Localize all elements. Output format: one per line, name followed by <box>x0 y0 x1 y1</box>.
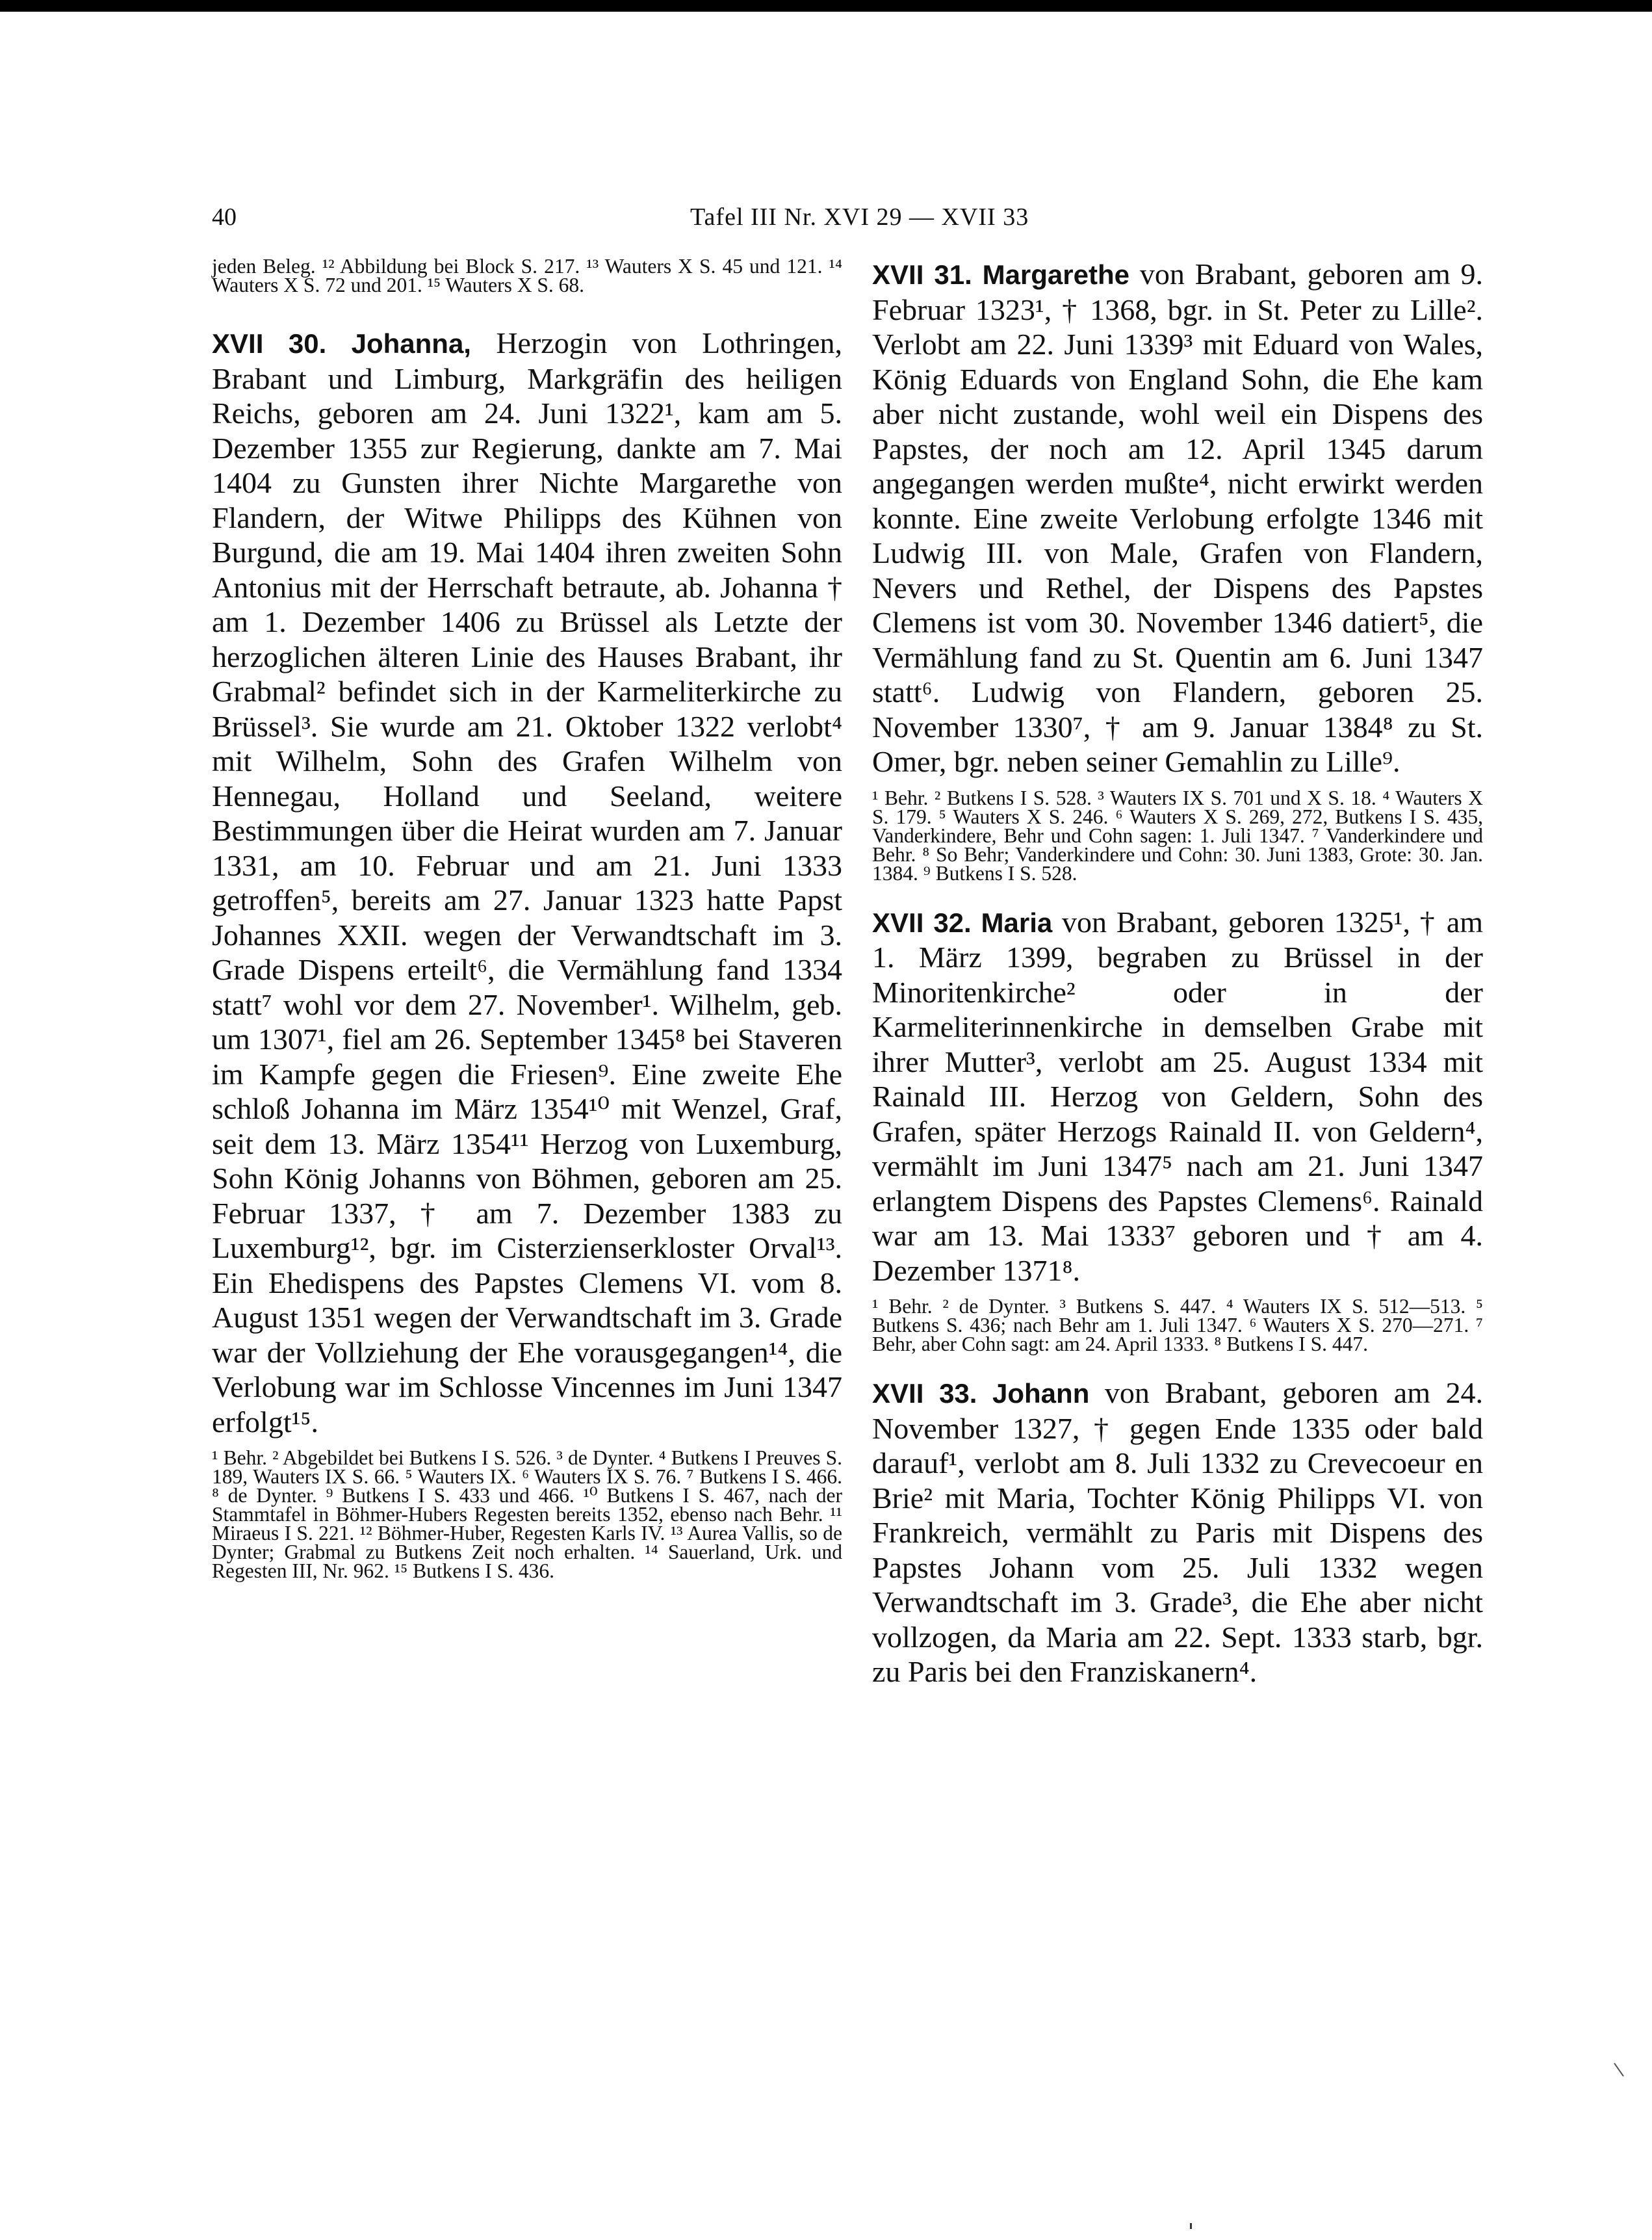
entry-xvii-32 <box>872 905 1483 1354</box>
entry-name: Johann <box>992 1378 1090 1409</box>
left-column <box>212 257 842 1580</box>
entry-xvii-30 <box>212 326 842 1580</box>
running-head: Tafel III Nr. XVI 29 — XVII 33 <box>690 203 1029 231</box>
entry-xvii-31 <box>872 257 1483 883</box>
entry-number: XVII 31. <box>872 259 972 290</box>
entry-body: von Brabant, geboren 1325¹, † am 1. März 1399, begraben zu Brüssel in der Minoritenkirche² oder in der Karmeliterinnenkirche in demselben Grabe mit ihrer Mutter³, verlobt am 25. August 1334 mit Rainald III. Herzog von Geldern, Sohn des Grafen, später Herzogs Rainald II. von Geldern⁴, vermählt im Juni 1347⁵ nach am 21. Juni 1347 erlangtem Dispens des Papstes Clemens⁶. Rainald war am 13. Mai 1333⁷ geboren und † am 4. Dezember 1371⁸. <box>872 905 1484 1287</box>
entry-name: Margarethe <box>982 259 1129 290</box>
entry-number: XVII 33. <box>872 1378 977 1409</box>
page-number: 40 <box>212 203 237 231</box>
scan-speck-mark <box>1612 2061 1627 2080</box>
entry-number: XVII 30. <box>212 328 327 359</box>
right-column <box>872 257 1483 1689</box>
scan-top-border <box>0 0 1652 12</box>
entry-xvii-33 <box>872 1375 1483 1689</box>
entry-body: von Brabant, geboren am 24. November 1327, † gegen Ende 1335 oder bald darauf¹, verlobt am 8. Juli 1332 zu Crevecoeur en Brie² mit Maria, Tochter König Philipps VI. von Frankreich, vermählt zu Paris mit Dispens des Papstes Johann vom 25. Juli 1332 wegen Verwandtschaft im 3. Grade³, die Ehe aber nicht vollzogen, da Maria am 22. Sept. 1333 starb, bgr. zu Paris bei den Franziskanern⁴. <box>872 1376 1484 1688</box>
entry-footnotes: ¹ Behr. ² de Dynter. ³ Butkens S. 447. ⁴ Wauters IX S. 512—513. ⁵ Butkens S. 436; nach Behr am 1. Juli 1347. ⁶ Wauters X S. 270—271. ⁷ Behr, aber Cohn sagt: am 24. April 1333. ⁸ Butkens I S. 447. <box>872 1295 1483 1355</box>
entry-body: Herzogin von Lothringen, Brabant und Limburg, Markgräfin des heiligen Reichs, geboren am 24. Juni 1322¹, kam am 5. Dezember 1355 zur Regierung, dankte am 7. Mai 1404 zu Gunsten ihrer Nichte Margarethe von Flandern, der Witwe Philipps des Kühnen von Burgund, die am 19. Mai 1404 ihren zweiten Sohn Antonius mit der Herrschaft betraute, ab. Johanna † am 1. Dezember 1406 zu Brüssel als Letzte der herzoglichen älteren Linie des Hauses Brabant, ihr Grabmal² befindet sich in der Karmeliterkirche zu Brüssel³. Sie wurde am 21. Oktober 1322 verlobt⁴ mit Wilhelm, Sohn des Grafen Wilhelm von Hennegau, Holland und Seeland, weitere Bestimmungen über die Heirat wurden am 7. Januar 1331, am 10. Februar und am 21. Juni 1333 getroffen⁵, bereits am 27. Januar 1323 hatte Papst Johannes XXII. wegen der Verwandtschaft im 3. Grade Dispens erteilt⁶, die Vermählung fand 1334 statt⁷ wohl vor dem 27. November¹. Wilhelm, geb. um 1307¹, fiel am 26. September 1345⁸ bei Staveren im Kampfe gegen die Friesen⁹. Eine zweite Ehe schloß Johanna im März 1354¹⁰ mit Wenzel, Graf, seit dem 13. März 1354¹¹ Herzog von Luxemburg, Sohn König Johanns von Böhmen, geboren am 25. Februar 1337, † am 7. Dezember 1383 zu Luxemburg¹², bgr. im Cisterzienserkloster Orval¹³. Ein Ehedispens des Papstes Clemens VI. vom 8. August 1351 wegen der Verwandtschaft im 3. Grade war der Vollziehung der Ehe vorausgegangen¹⁴, die Verlobung war im Schlosse Vincennes im Juni 1347 erfolgt¹⁵. <box>212 326 843 1439</box>
page-header <box>0 203 1652 235</box>
entry-footnotes: ¹ Behr. ² Abgebildet bei Butkens I S. 526. ³ de Dynter. ⁴ Butkens I Preuves S. 189, Wauters IX S. 66. ⁵ Wauters IX. ⁶ Wauters IX S. 76. ⁷ Butkens I S. 466. ⁸ de Dynter. ⁹ Butkens I S. 433 und 466. ¹⁰ Butkens I S. 467, nach der Stammtafel in Böhmer-Hubers Regesten bereits 1352, ebenso nach Behr. ¹¹ Miraeus I S. 221. ¹² Böhmer-Huber, Regesten Karls IV. ¹³ Aurea Vallis, so de Dynter; Grabmal zu Butkens Zeit noch erhalten. ¹⁴ Sauerland, Urk. und Regesten III, Nr. 962. ¹⁵ Butkens I S. 436. <box>212 1446 842 1582</box>
entry-body: von Brabant, geboren am 9. Februar 1323¹, † 1368, bgr. in St. Peter zu Lille². Verlobt am 22. Juni 1339³ mit Eduard von Wales, König Eduards von England Sohn, die Ehe kam aber nicht zustande, wohl weil ein Dispens des Papstes, der noch am 12. April 1345 darum angegangen werden mußte⁴, nicht erwirkt werden konnte. Eine zweite Verlobung erfolgte 1346 mit Ludwig III. von Male, Grafen von Flandern, Nevers und Rethel, der Dispens des Papstes Clemens ist vom 30. November 1346 datiert⁵, die Vermählung fand zu St. Quentin am 6. Juni 1347 statt⁶. Ludwig von Flandern, geboren 25. November 1330⁷, † am 9. Januar 1384⁸ zu St. Omer, bgr. neben seiner Gemahlin zu Lille⁹. <box>872 257 1484 778</box>
entry-number: XVII 32. <box>872 907 972 938</box>
entry-name: Johanna, <box>351 328 471 359</box>
entry-name: Maria <box>981 907 1053 938</box>
entry-footnotes: ¹ Behr. ² Butkens I S. 528. ³ Wauters IX S. 701 und X S. 18. ⁴ Wauters X S. 179. ⁵ Wauters X S. 246. ⁶ Wauters X S. 269, 272, Butkens I S. 435, Vanderkindere, Behr und Cohn sagen: 1. Juli 1347. ⁷ Vanderkindere und Behr. ⁸ So Behr; Vanderkindere und Cohn: 30. Juni 1383, Grote: 30. Jan. 1384. ⁹ Butkens I S. 528. <box>872 786 1483 885</box>
carryover-footnotes: jeden Beleg. ¹² Abbildung bei Block S. 217. ¹³ Wauters X S. 45 und 121. ¹⁴ Wauters X S. 72 und 201. ¹⁵ Wauters X S. 68. <box>212 255 842 296</box>
scan-speck-mark <box>1188 2222 1194 2231</box>
